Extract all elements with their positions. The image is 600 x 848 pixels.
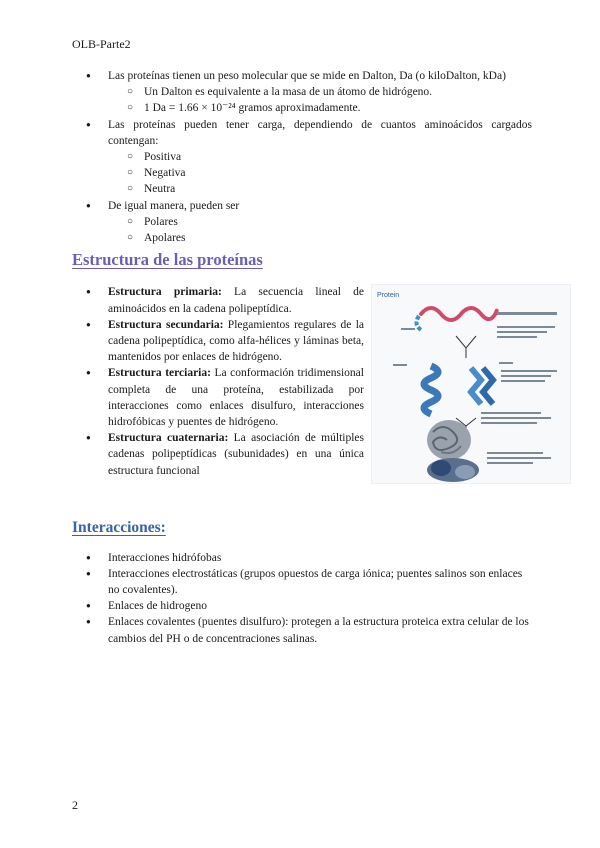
list-item — [72, 68, 532, 117]
list-item — [72, 317, 364, 366]
sub-list-item: ○ Negativa — [108, 165, 532, 181]
sub-list-item: ○ Un Dalton es equivalente a la masa de un átomo de hidrógeno. — [108, 84, 532, 100]
term-description: La secuencia lineal de aminoácidos en la cadena polipeptídica. — [108, 286, 364, 315]
list-item — [72, 198, 532, 247]
term-label: Estructura cuaternaria: — [108, 432, 229, 445]
figure-title: Protein — [377, 292, 400, 300]
document-body — [72, 68, 532, 647]
intro-list — [72, 68, 532, 246]
estructura-list — [72, 284, 364, 478]
list-item — [72, 284, 364, 316]
page-number: 2 — [72, 798, 78, 812]
protein-structure-figure — [371, 284, 571, 484]
section-heading-interacciones: Interacciones: — [72, 519, 166, 537]
list-item — [72, 365, 364, 430]
sub-list-item: ○ Polares — [108, 214, 532, 230]
list-item: ● Enlaces covalentes (puentes disulfuro): protegen a la estructura proteica extra celular de los cambios del PH o de concentraciones salinas. — [72, 614, 532, 646]
quaternary-structure-icon — [427, 458, 479, 482]
list-item-text: Las proteínas pueden tener carga, dependiendo de cuantos aminoácidos cargados contengan: — [108, 118, 532, 147]
list-item — [72, 430, 364, 479]
list-item: ● Interacciones electrostáticas (grupos opuestos de carga iónica; puentes salinos son enlaces no covalentes). — [72, 566, 532, 598]
list-item: ● Enlaces de hidrogeno — [72, 598, 532, 614]
term-description: La conformación tridimensional completa de una proteína, estabilizada por interacciones como enlaces disulfuro, interacciones hidrofóbicas y puentes de hidrógeno. — [108, 367, 364, 429]
sub-list-item: ○ Neutra — [108, 181, 532, 197]
list-item: ● Interacciones hidrófobas — [72, 550, 532, 566]
term-description: La asociación de múltiples cadenas polipeptídicas (subunidades) en una única estructura funcional — [108, 432, 364, 477]
section-heading-estructura: Estructura de las proteínas — [72, 250, 263, 270]
sub-list-item: ○ 1 Da = 1.66 × 10⁻²⁴ gramos aproximadamente. — [108, 100, 532, 116]
page-header: OLB-Parte2 — [72, 37, 131, 51]
term-label: Estructura terciaria: — [108, 367, 211, 380]
term-label: Estructura primaria: — [108, 286, 222, 299]
interacciones-list — [72, 550, 532, 647]
sub-list-item: ○ Apolares — [108, 230, 532, 246]
estructura-block — [72, 284, 532, 506]
term-description: Plegamientos regulares de la cadena polipeptídica, como alfa-hélices y láminas beta, mantenidos por enlaces de hidrógeno. — [108, 318, 364, 364]
tertiary-structure-icon — [427, 420, 471, 460]
term-label: Estructura secundaria: — [108, 318, 224, 331]
list-item-text: De igual manera, pueden ser — [108, 199, 240, 212]
sub-list-item: ○ Positiva — [108, 149, 532, 165]
list-item — [72, 117, 532, 198]
list-item-text: Las proteínas tienen un peso molecular que se mide en Dalton, Da (o kiloDalton, kDa) — [108, 70, 506, 82]
